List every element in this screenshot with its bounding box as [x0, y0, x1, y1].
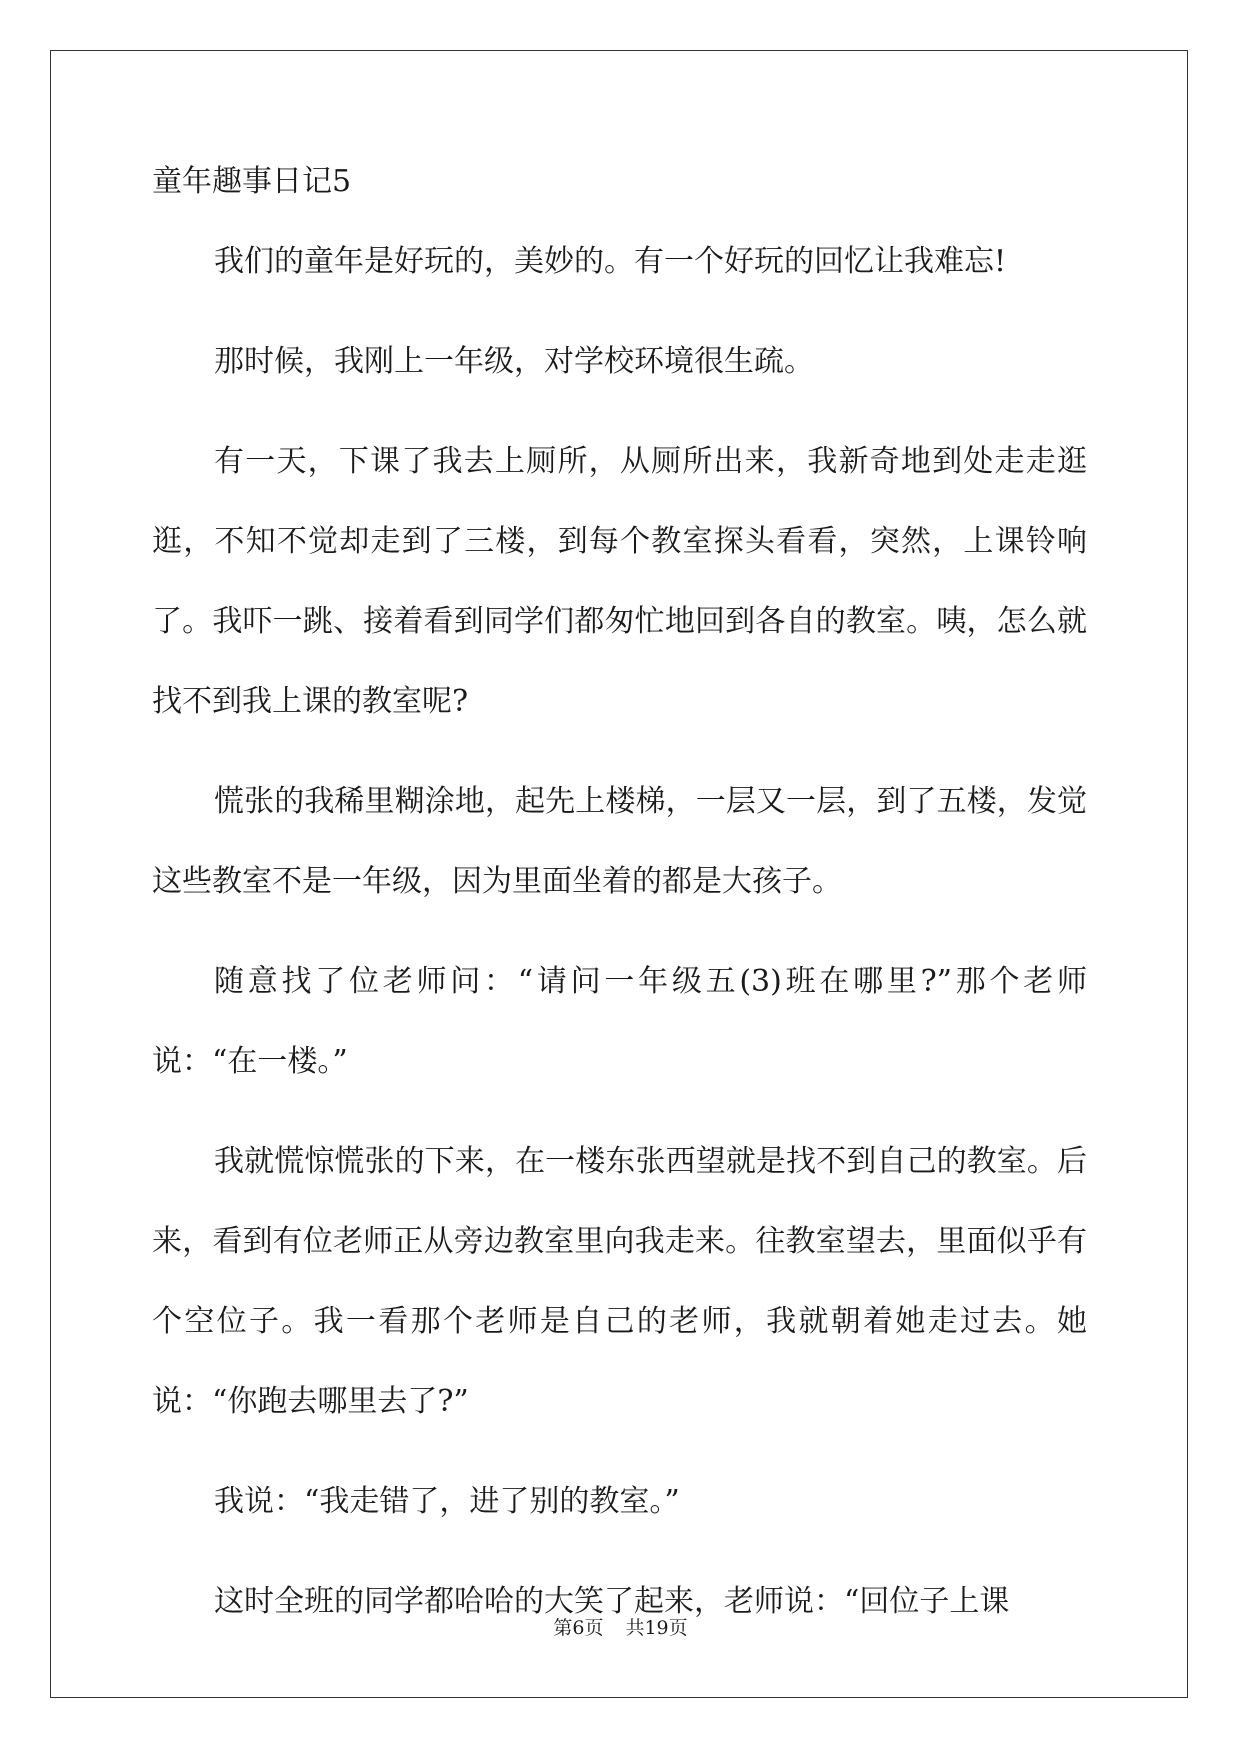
page-footer — [0, 1616, 1241, 1640]
paragraph: 随意找了位老师问：“请问一年级五(3)班在哪里?”那个老师说：“在一楼。” — [152, 964, 1087, 1079]
paragraph: 这时全班的同学都哈哈的大笑了起来，老师说：“回位子上课 — [214, 1584, 1010, 1619]
document-title: 童年趣事日记5 — [152, 164, 352, 199]
page-number: 第6页 — [553, 1617, 604, 1639]
paragraph: 我就慌惊慌张的下来，在一楼东张西望就是找不到自己的教室。后来，看到有位老师正从旁边教室里向我走来。往教室望去，里面似乎有个空位子。我一看那个老师是自己的老师，我就朝着她走过去。她说：“你跑去哪里去了?” — [152, 1144, 1087, 1419]
document-body — [152, 162, 1087, 1682]
paragraph: 那时候，我刚上一年级，对学校环境很生疏。 — [214, 344, 814, 379]
paragraph: 我们的童年是好玩的，美妙的。有一个好玩的回忆让我难忘! — [214, 244, 1007, 279]
page-total: 共19页 — [625, 1617, 688, 1639]
paragraph: 我说：“我走错了，进了别的教室。” — [214, 1484, 680, 1519]
paragraph: 慌张的我稀里糊涂地，起先上楼梯，一层又一层，到了五楼，发觉这些教室不是一年级，因为里面坐着的都是大孩子。 — [152, 784, 1087, 899]
paragraph: 有一天，下课了我去上厕所，从厕所出来，我新奇地到处走走逛逛，不知不觉却走到了三楼，到每个教室探头看看，突然，上课铃响了。我吓一跳、接着看到同学们都匆忙地回到各自的教室。咦，怎么就找不到我上课的教室呢? — [152, 444, 1087, 719]
paragraph-list — [152, 222, 1087, 1642]
